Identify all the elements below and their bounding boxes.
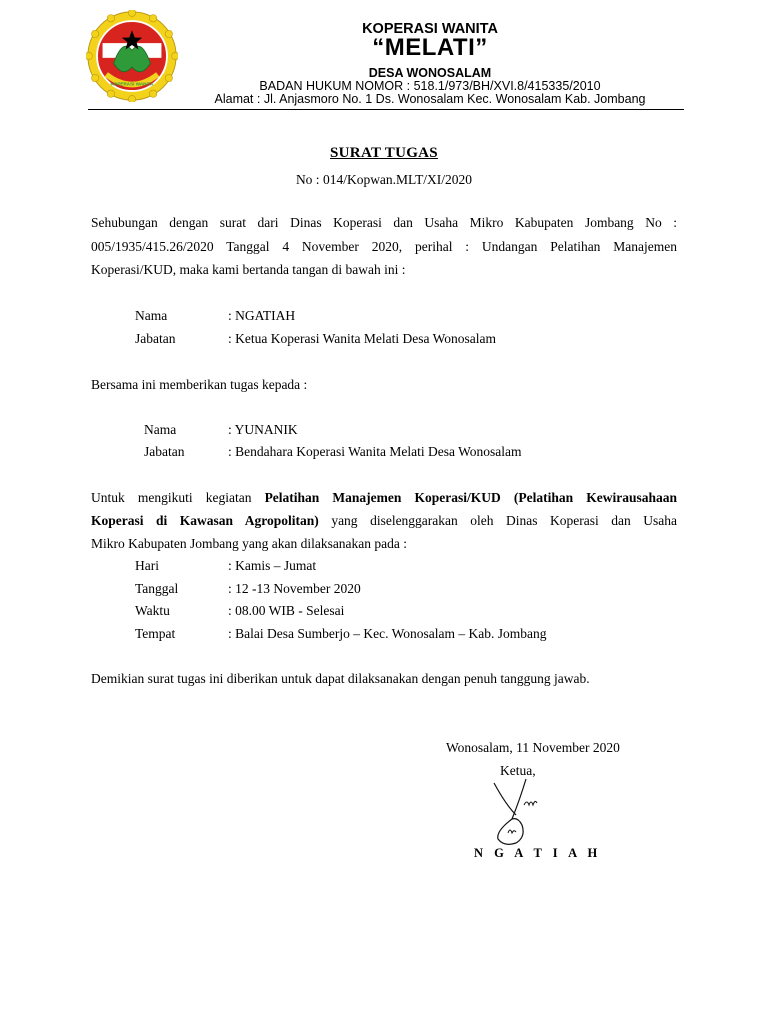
- place-and-date: Wonosalam, 11 November 2020: [446, 740, 620, 755]
- activity-prefix: Untuk mengikuti kegiatan: [91, 490, 265, 505]
- assignment-intro: Bersama ini memberikan tugas kepada :: [91, 377, 308, 392]
- intro-line-2: 005/1935/415.26/2020 Tanggal 4 November 2020, perihal : Undangan Pelatihan Manajemen: [91, 239, 677, 254]
- schedule-date-label: Tanggal: [135, 581, 179, 596]
- schedule-time-value: : 08.00 WIB - Selesai: [228, 603, 345, 618]
- schedule-date-value: : 12 -13 November 2020: [228, 581, 361, 596]
- org-name: KOPERASI WANITA: [362, 21, 498, 37]
- activity-line-2: [91, 509, 677, 533]
- assignee-name-value: : YUNANIK: [228, 422, 298, 437]
- signatory-position-label: Jabatan: [135, 331, 176, 346]
- signer-role: Ketua,: [500, 763, 536, 778]
- signer-name: N G A T I A H: [474, 846, 602, 860]
- signatory-name-label: Nama: [135, 308, 168, 323]
- org-title: “MELATI”: [372, 34, 488, 61]
- signatory-position-value: : Ketua Koperasi Wanita Melati Desa Wonosalam: [228, 331, 497, 346]
- schedule-day-value: : Kamis – Jumat: [228, 558, 317, 573]
- legal-registration: BADAN HUKUM NOMOR : 518.1/973/BH/XVI.8/415335/2010: [259, 79, 601, 93]
- schedule-time-label: Waktu: [135, 603, 170, 618]
- header-divider: [88, 109, 684, 110]
- cooperative-logo: [86, 10, 178, 102]
- intro-line-3: Koperasi/KUD, maka kami bertanda tangan di bawah ini :: [91, 262, 406, 277]
- activity-line-3: Mikro Kabupaten Jombang yang akan dilaksanakan pada :: [91, 536, 408, 551]
- intro-line-1: Sehubungan dengan surat dari Dinas Koperasi dan Usaha Mikro Kabupaten Jombang No :: [91, 215, 677, 230]
- closing-statement: Demikian surat tugas ini diberikan untuk dapat dilaksanakan dengan penuh tanggung jawab.: [91, 671, 590, 686]
- document-number: No : 014/Kopwan.MLT/XI/2020: [295, 172, 473, 187]
- document-title: SURAT TUGAS: [330, 145, 438, 161]
- org-village: DESA WONOSALAM: [368, 66, 492, 80]
- signatory-name-value: : NGATIAH: [228, 308, 296, 323]
- activity-organizer: yang diselenggarakan oleh Dinas Koperasi dan Usaha: [318, 513, 677, 528]
- schedule-place-value: : Balai Desa Sumberjo – Kec. Wonosalam – Kab. Jombang: [228, 626, 547, 641]
- assignee-position-value: : Bendahara Koperasi Wanita Melati Desa Wonosalam: [228, 444, 522, 459]
- org-address: Alamat : Jl. Anjasmoro No. 1 Ds. Wonosalam Kec. Wonosalam Kab. Jombang: [214, 92, 646, 106]
- schedule-place-label: Tempat: [135, 626, 176, 641]
- assignee-name-label: Nama: [144, 422, 177, 437]
- logo-ring-text: KOPERASI WANITA: [110, 81, 154, 87]
- schedule-day-label: Hari: [135, 558, 159, 573]
- activity-title-part1: Pelatihan Manajemen Koperasi/KUD (Pelatihan Kewirausahaan: [264, 490, 677, 505]
- activity-line-1: [91, 486, 677, 510]
- activity-title-part2: Koperasi di Kawasan Agropolitan): [91, 513, 319, 528]
- handwritten-signature: [486, 775, 546, 847]
- assignee-position-label: Jabatan: [144, 444, 185, 459]
